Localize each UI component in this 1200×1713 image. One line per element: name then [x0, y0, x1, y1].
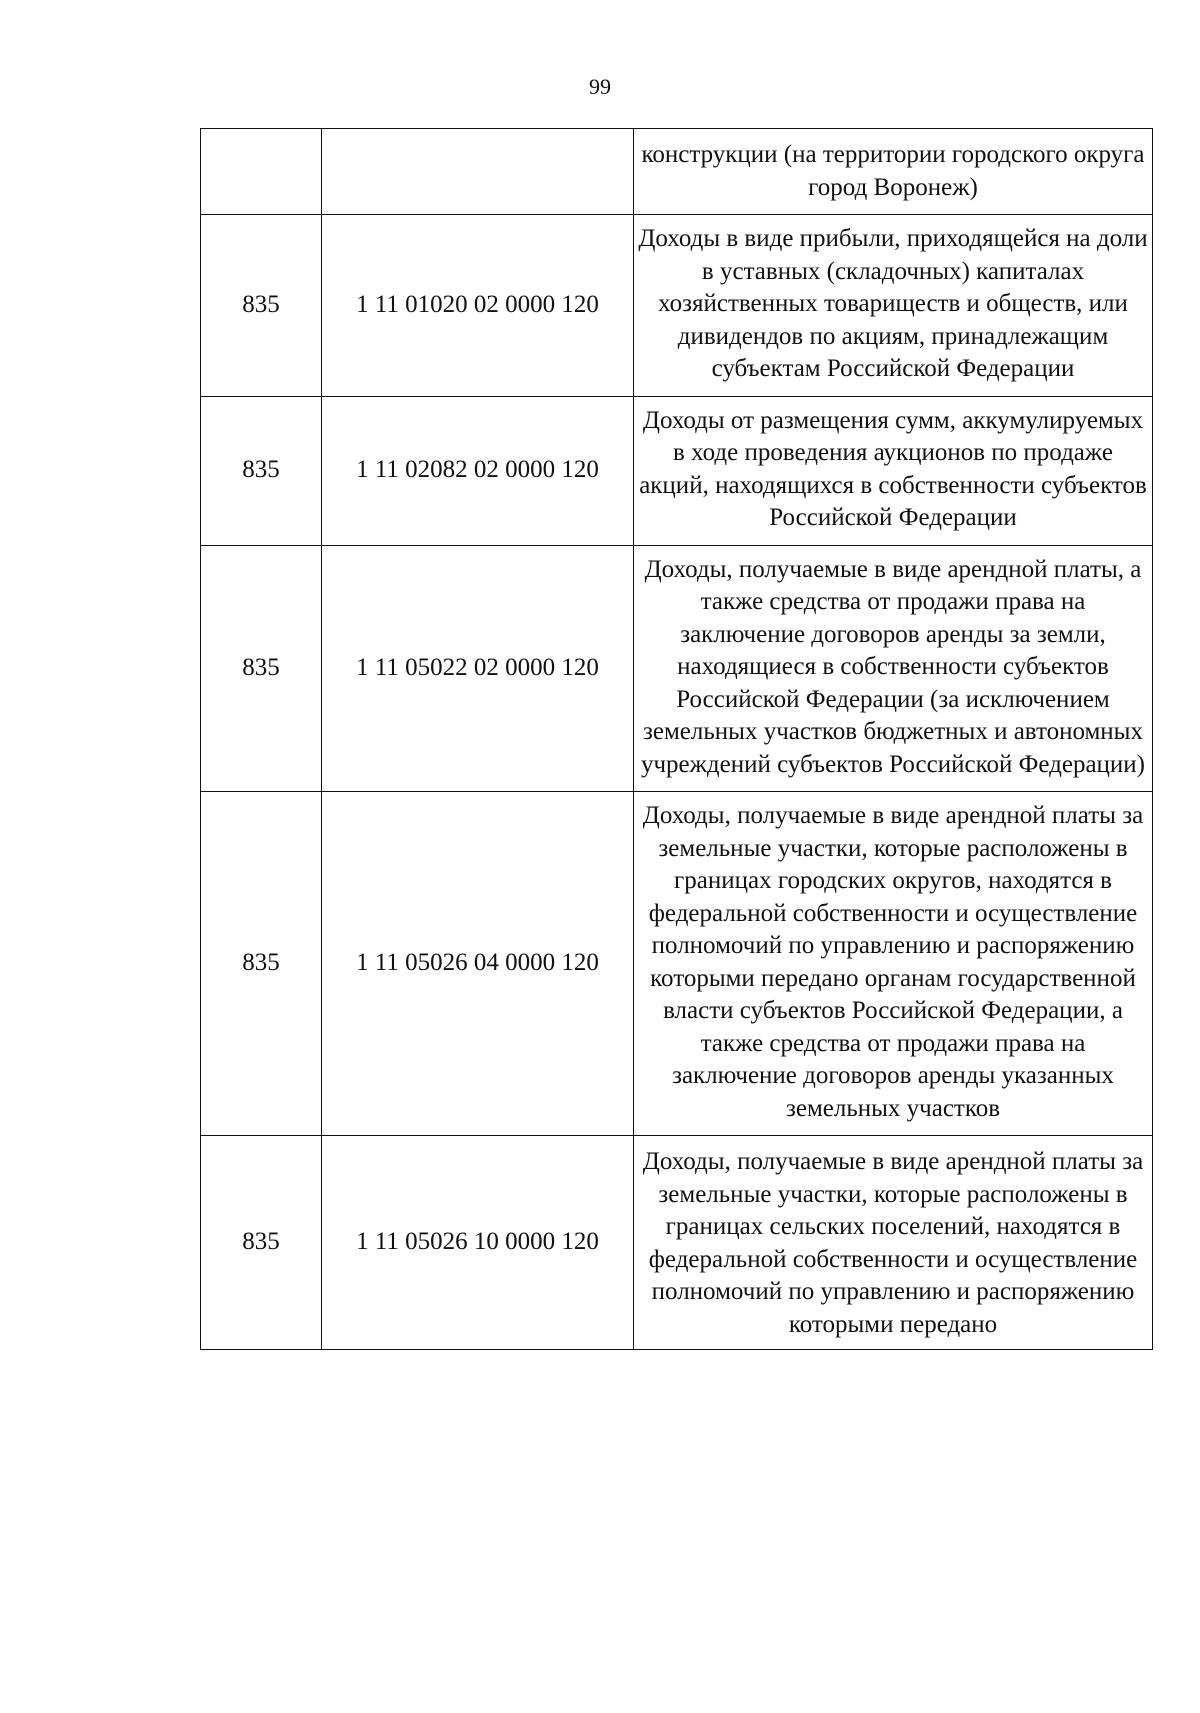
admin-code-cell	[201, 129, 322, 215]
revenue-classification-table	[200, 128, 1153, 1350]
revenue-name-cell: Доходы, получаемые в виде арендной платы, а также средства от продажи права на заключение договоров аренды за земли, находящиеся в собственности субъектов Российской Федерации (за исключением земельных участков бюджетных и автономных учреждений субъектов Российской Федерации)	[634, 545, 1153, 792]
admin-code-cell: 835	[201, 215, 322, 397]
revenue-name-cell: Доходы в виде прибыли, приходящейся на доли в уставных (складочных) капиталах хозяйственных товариществ и обществ, или дивидендов по акциям, принадлежащим субъектам Российской Федерации	[634, 215, 1153, 397]
table-row	[201, 215, 1153, 397]
table-row	[201, 792, 1153, 1136]
admin-code-cell: 835	[201, 792, 322, 1136]
revenue-name-cell: Доходы, получаемые в виде арендной платы за земельные участки, которые расположены в границах городских округов, находятся в федеральной собственности и осуществление полномочий по управлению и распоряжению которыми передано органам государственной власти субъектов Российской Федерации, а также средства от продажи права на заключение договоров аренды указанных земельных участков	[634, 792, 1153, 1136]
table-row	[201, 129, 1153, 215]
revenue-name-cell: Доходы, получаемые в виде арендной платы за земельные участки, которые расположены в границах сельских поселений, находятся в федеральной собственности и осуществление полномочий по управлению и распоряжению которыми передано	[634, 1136, 1153, 1350]
table-row	[201, 1136, 1153, 1350]
table-row	[201, 396, 1153, 545]
budget-code-cell: 1 11 02082 02 0000 120	[322, 396, 634, 545]
admin-code-cell: 835	[201, 1136, 322, 1350]
table-row	[201, 545, 1153, 792]
budget-code-cell: 1 11 05022 02 0000 120	[322, 545, 634, 792]
budget-code-cell: 1 11 01020 02 0000 120	[322, 215, 634, 397]
admin-code-cell: 835	[201, 545, 322, 792]
admin-code-cell: 835	[201, 396, 322, 545]
page-number: 99	[589, 74, 611, 99]
budget-code-cell: 1 11 05026 10 0000 120	[322, 1136, 634, 1350]
revenue-name-cell: конструкции (на территории городского округа город Воронеж)	[634, 129, 1153, 215]
revenue-name-cell: Доходы от размещения сумм, аккумулируемых в ходе проведения аукционов по продаже акций, находящихся в собственности субъектов Российской Федерации	[634, 396, 1153, 545]
budget-code-cell: 1 11 05026 04 0000 120	[322, 792, 634, 1136]
budget-code-cell	[322, 129, 634, 215]
